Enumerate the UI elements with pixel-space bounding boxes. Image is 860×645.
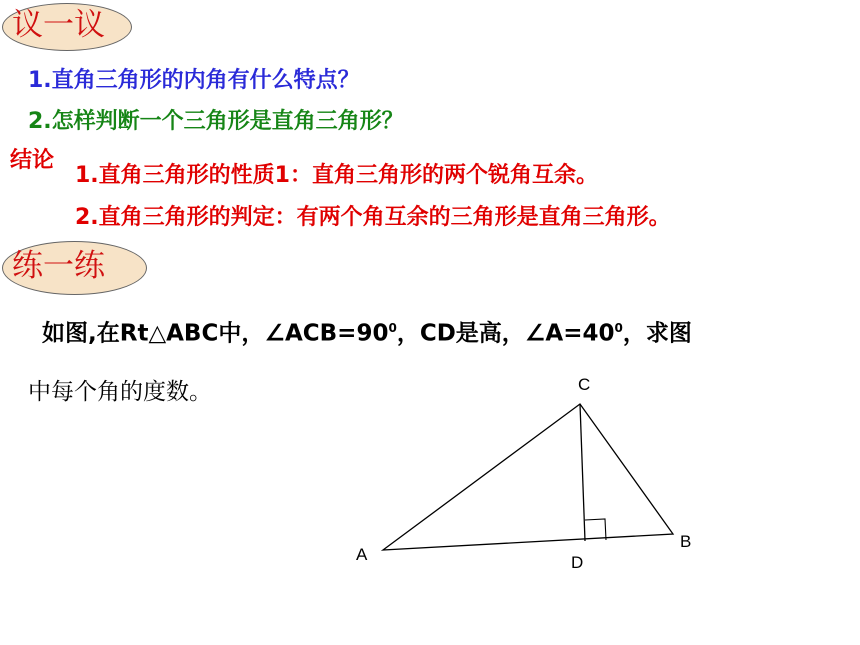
section-title-practice: 练一练 — [12, 248, 105, 284]
problem-line-1 — [42, 322, 692, 346]
label-d: D — [571, 553, 584, 572]
right-angle-mark — [585, 519, 606, 540]
label-c: C — [578, 375, 591, 394]
problem-line-2: 中每个角的度数。 — [28, 379, 212, 405]
problem-degree-sup-2: 0 — [614, 321, 623, 335]
problem-text-part3: ，求图 — [622, 320, 692, 347]
problem-text-part1: 如图,在Rt△ABC中，∠ACB=90 — [42, 320, 389, 347]
altitude-cd — [580, 404, 585, 541]
problem-degree-sup-1: 0 — [388, 321, 397, 335]
question-1: 1.直角三角形的内角有什么特点？ — [28, 68, 360, 93]
problem-text-part2: ，CD是高，∠A=40 — [396, 320, 615, 347]
conclusion-label: 结论 — [10, 148, 55, 173]
question-2: 2.怎样判断一个三角形是直角三角形？ — [28, 109, 404, 134]
section-title-discuss: 议一议 — [12, 7, 105, 43]
triangle-abc — [383, 404, 673, 550]
conclusion-item-1: 1.直角三角形的性质1：直角三角形的两个锐角互余。 — [75, 163, 598, 188]
label-a: A — [356, 545, 368, 564]
conclusion-item-2: 2.直角三角形的判定：有两个角互余的三角形是直角三角形。 — [75, 205, 671, 230]
label-b: B — [680, 532, 692, 551]
